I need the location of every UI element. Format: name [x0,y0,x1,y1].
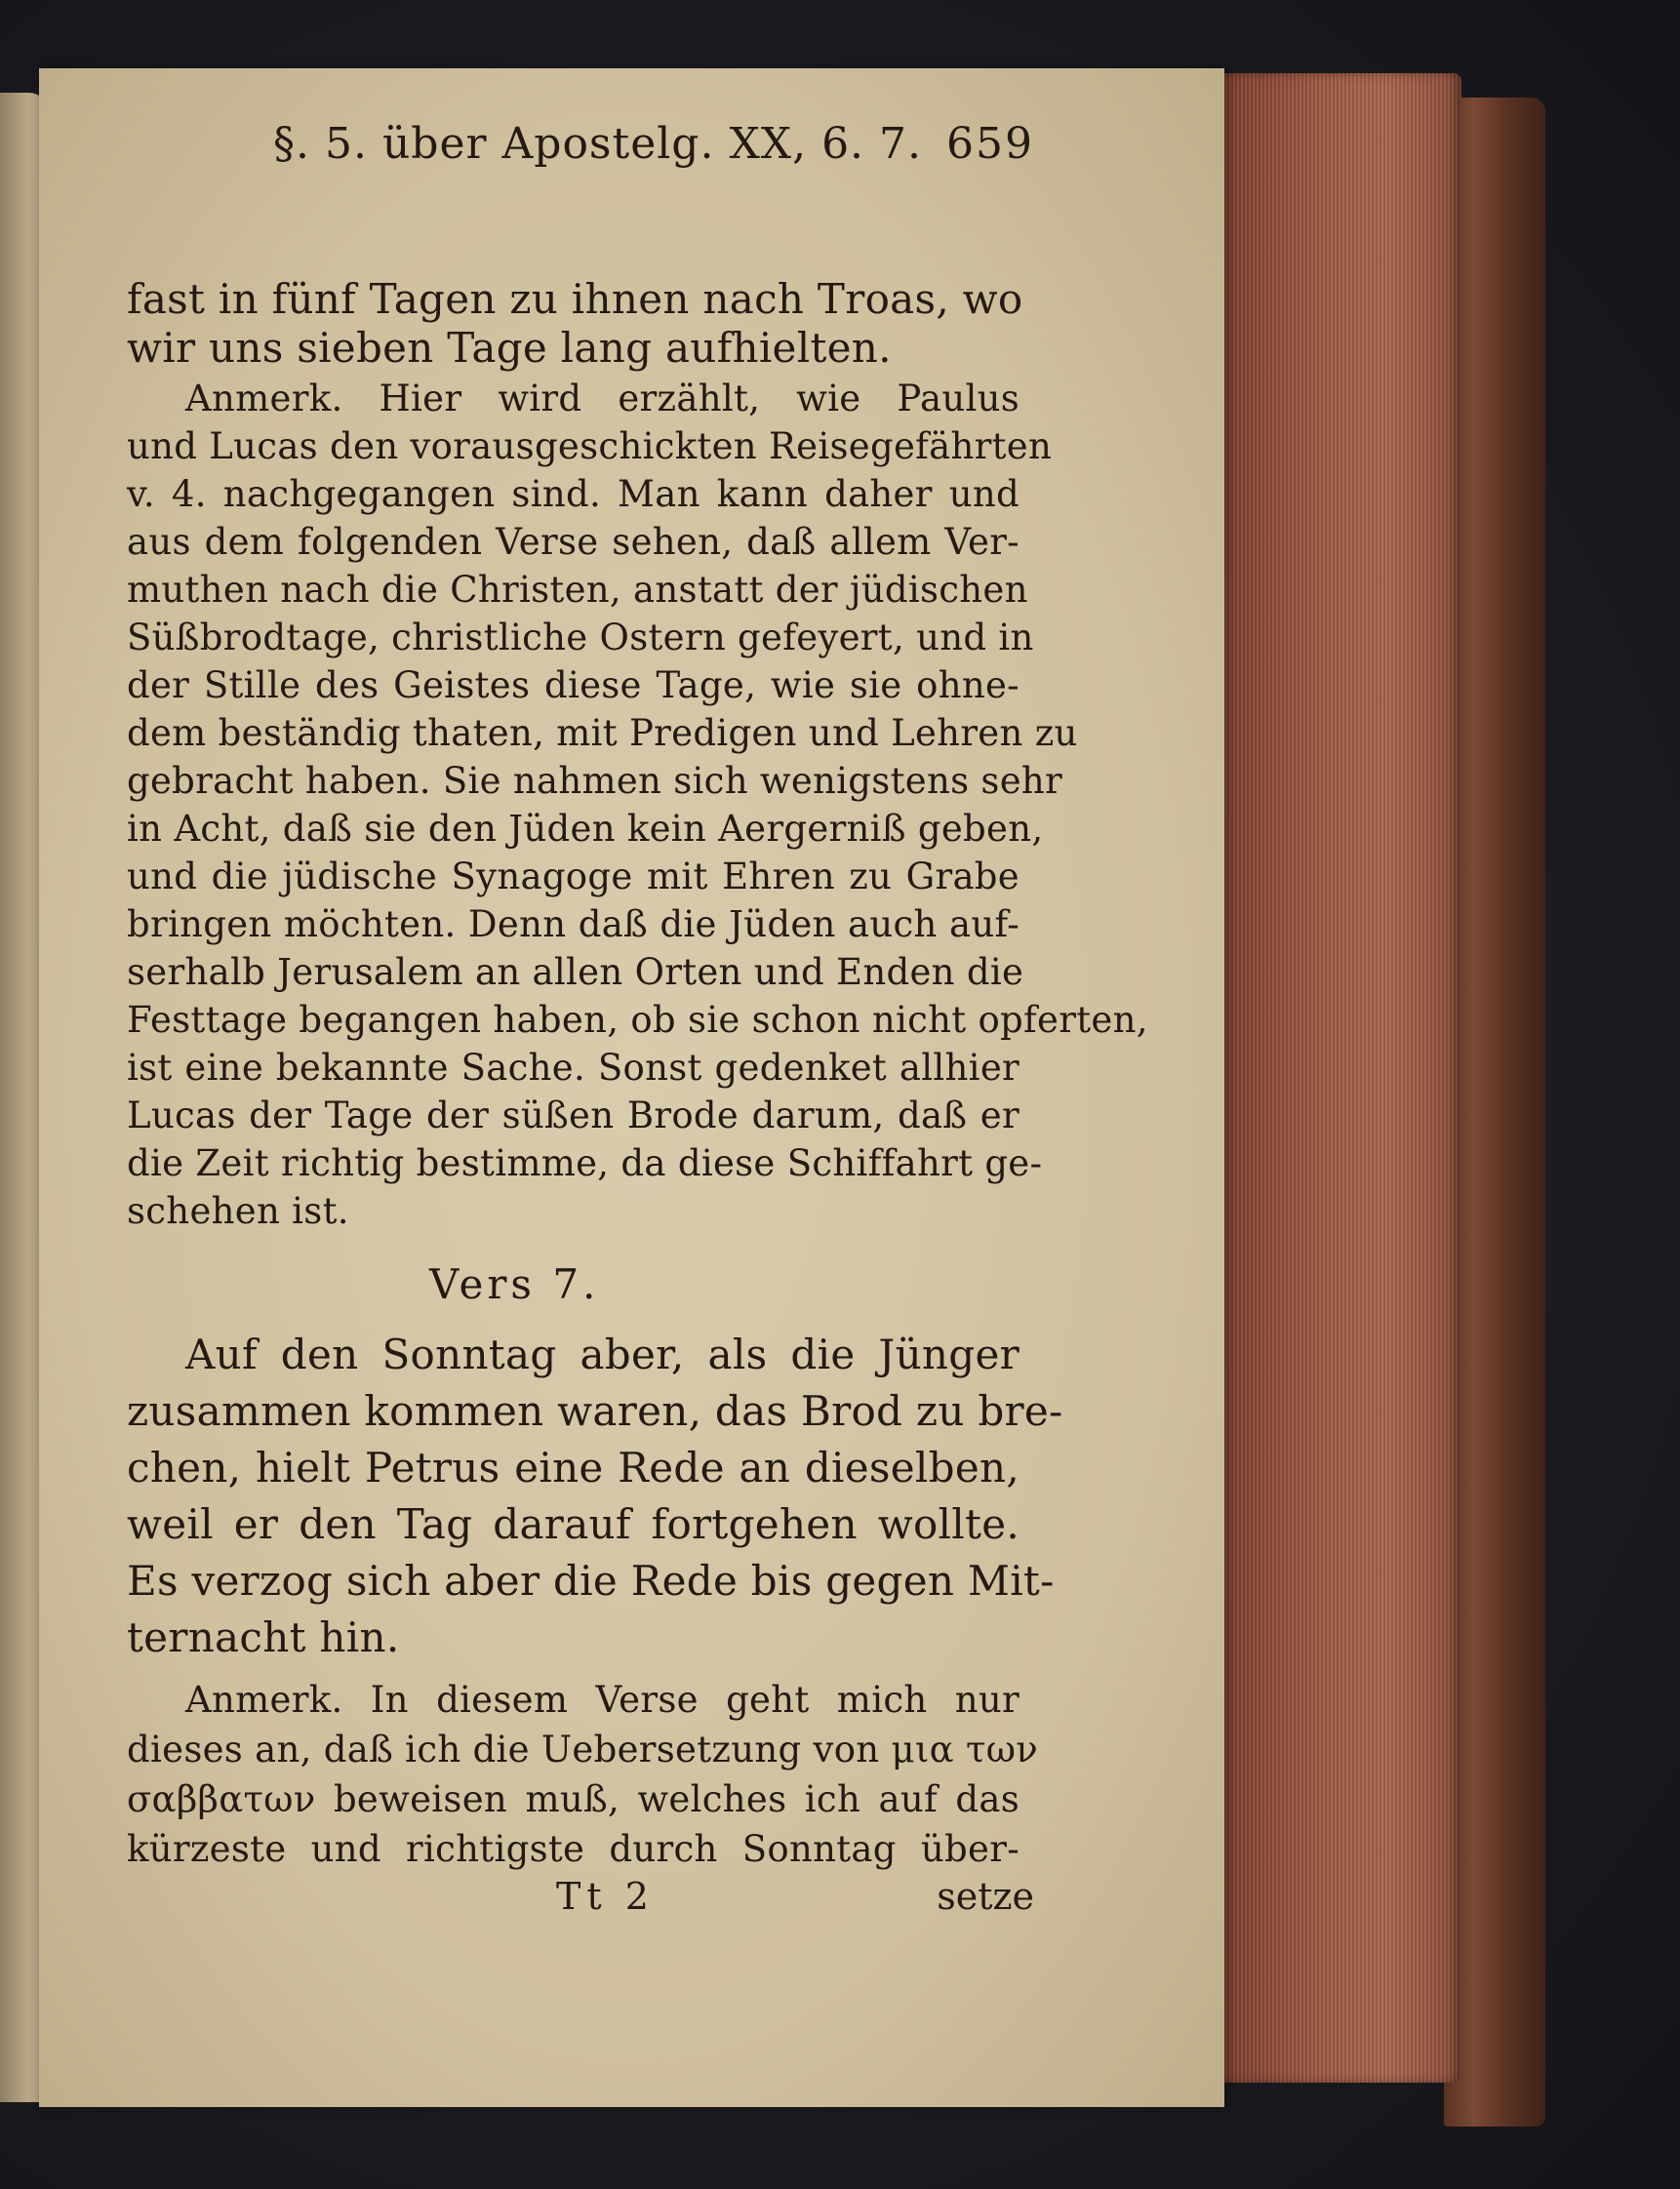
page-footer [127,1875,1034,1924]
signature-mark: Tt 2 [556,1875,655,1918]
text-line: gebracht haben. Sie nahmen sich wenigstens sehr [127,760,1063,802]
text-line: dieses an, daß ich die Uebersetzung von μια των [127,1729,1039,1771]
catchword: setze [937,1875,1034,1918]
text-line: chen, hielt Petrus eine Rede an dieselben, [127,1444,1020,1492]
text-line: serhalb Jerusalem an allen Orten und Enden die [127,951,1024,993]
text-line: bringen möchten. Denn daß die Jüden auch auf- [127,903,1020,945]
text-line: ist eine bekannte Sache. Sonst gedenket allhier [127,1047,1020,1089]
text-line: fast in fünf Tagen zu ihnen nach Troas, wo [127,275,1023,323]
text-line: und Lucas den vorausgeschickten Reisegefährten [127,425,1053,467]
text-line: und die jüdische Synagoge mit Ehren zu Grabe [127,856,1020,897]
verse-heading: Vers 7. [429,1260,600,1308]
text-line: wir uns sieben Tage lang aufhielten. [127,324,892,372]
text-line: Lucas der Tage der süßen Brode darum, daß er [127,1094,1020,1136]
text-line: muthen nach die Christen, anstatt der jüdischen [127,569,1028,611]
text-line: Auf den Sonntag aber, als die Jünger [185,1331,1020,1378]
text-line: kürzeste und richtigste durch Sonntag über- [127,1828,1020,1870]
text-line: der Stille des Geistes diese Tage, wie sie ohne- [127,664,1020,706]
text-line: σαββατων beweisen muß, welches ich auf das [127,1778,1020,1820]
page-block-edge [1218,73,1461,2083]
page-header [127,119,1034,178]
text-line: schehen ist. [127,1190,349,1232]
text-line: Süßbrodtage, christliche Ostern gefeyert, und in [127,617,1034,658]
text-line: Es verzog sich aber die Rede bis gegen Mit- [127,1557,1055,1605]
book-page [39,68,1224,2107]
text-line: weil er den Tag darauf fortgehen wollte. [127,1500,1020,1548]
page-number: 659 [946,119,1034,169]
text-line: v. 4. nachgegangen sind. Man kann daher und [127,473,1020,515]
text-line: Anmerk. Hier wird erzählt, wie Paulus [185,378,1020,419]
running-title: §. 5. über Apostelg. XX, 6. 7. [273,119,923,169]
text-line: die Zeit richtig bestimme, da diese Schiffahrt ge- [127,1142,1043,1184]
text-line: in Acht, daß sie den Jüden kein Aergerniß geben, [127,808,1044,850]
text-line: Festtage begangen haben, ob sie schon nicht opferten, [127,999,1148,1041]
text-line: zusammen kommen waren, das Brod zu bre- [127,1387,1063,1435]
text-line: ternacht hin. [127,1613,400,1661]
text-line: dem beständig thaten, mit Predigen und Lehren zu [127,712,1078,754]
text-line: aus dem folgenden Verse sehen, daß allem Ver- [127,521,1020,563]
text-line: Anmerk. In diesem Verse geht mich nur [185,1679,1020,1721]
